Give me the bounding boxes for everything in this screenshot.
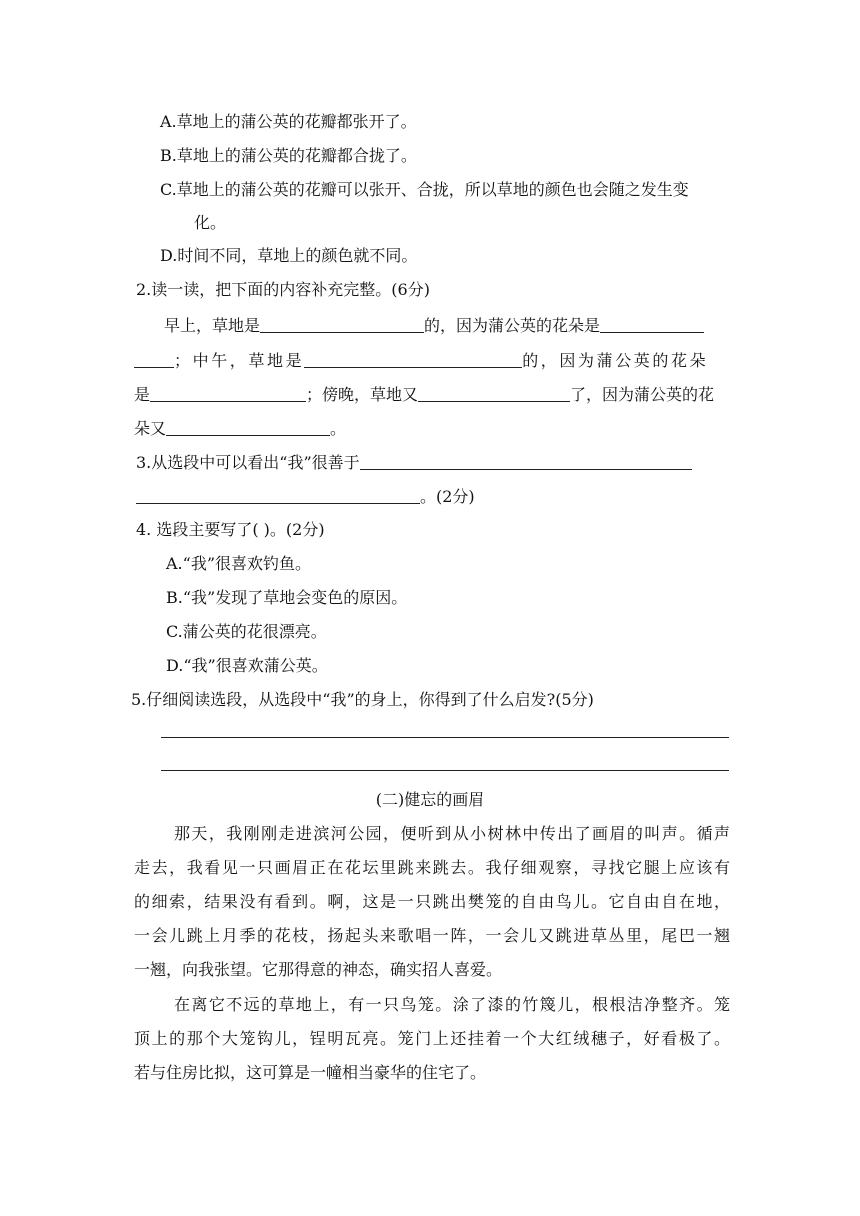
q2-prompt: 2.读一读，把下面的内容补充完整。(6分) (136, 280, 430, 299)
q4-option-b: B.“我”发现了草地会变色的原因。 (166, 588, 408, 607)
q3-tail: 。(2分) (420, 487, 475, 506)
passage-p2-line2: 顶上的那个大笼钩儿，锃明瓦亮。笼门上还挂着一个大红绒穗子，好看极了。 (134, 1029, 730, 1048)
q5-answer-line-1[interactable] (161, 737, 729, 738)
q2-line4 (134, 417, 346, 440)
q2-blank-noon-flower[interactable] (150, 383, 306, 402)
q2-line3-text-a: 是 (134, 385, 151, 404)
q2-line1-text-b: 的，因为蒲公英的花朵是 (424, 316, 601, 335)
q2-line2 (134, 349, 708, 372)
passage-p1-line2: 走去，我看见一只画眉正在花坛里跳来跳去。我仔细观察，寻找它腿上应该有 (134, 858, 730, 877)
q3-line1 (136, 451, 692, 474)
q2-line2-text-a: ；中午，草地是 (174, 351, 305, 370)
q1-option-c-line2: 化。 (194, 213, 227, 232)
q2-line3 (134, 383, 714, 406)
q1-option-b: B.草地上的蒲公英的花瓣都合拢了。 (160, 146, 417, 165)
q4-prompt: 4. 选段主要写了( )。(2分) (136, 520, 325, 539)
passage-p1-line3: 的细索，结果没有看到。啊，这是一只跳出樊笼的自由鸟儿。它自由自在地， (134, 892, 730, 911)
q3-answer-blank-1[interactable] (360, 451, 692, 470)
q2-line4-text-b: 。 (330, 419, 347, 438)
passage-p2-line3: 若与住房比拟，这可算是一幢相当豪华的住宅了。 (134, 1063, 487, 1082)
passage-title: (二)健忘的画眉 (375, 790, 485, 809)
q3-line2 (136, 485, 475, 508)
q1-option-c-line1: C.草地上的蒲公英的花瓣可以张开、合拢，所以草地的颜色也会随之发生变 (160, 180, 689, 199)
passage-p1-line4: 一会儿跳上月季的花枝，扬起头来歌唱一阵，一会儿又跳进草丛里，尾巴一翘 (134, 926, 730, 945)
q1-option-a: A.草地上的蒲公英的花瓣都张开了。 (160, 112, 417, 131)
q3-answer-blank-2[interactable] (136, 485, 420, 504)
q5-prompt: 5.仔细阅读选段，从选段中“我”的身上，你得到了什么启发?(5分) (131, 690, 594, 709)
q2-line1 (164, 314, 704, 337)
q2-line2-text-b: 的，因为蒲公英的花朵 (522, 351, 709, 370)
q2-blank-morning-flower-cont[interactable] (134, 349, 174, 368)
q2-blank-morning-flower[interactable] (600, 314, 704, 333)
q2-line3-text-c: 了，因为蒲公英的花 (570, 385, 715, 404)
q2-line1-text-a: 早上，草地是 (164, 316, 261, 335)
q2-blank-evening-flower[interactable] (166, 417, 330, 436)
q4-option-a: A.“我”很喜欢钓鱼。 (166, 554, 312, 573)
q2-blank-evening-color[interactable] (418, 383, 570, 402)
q5-answer-line-2[interactable] (161, 770, 729, 771)
q4-option-d: D.“我”很喜欢蒲公英。 (166, 656, 328, 675)
passage-p2-line1: 在离它不远的草地上，有一只鸟笼。涂了漆的竹篾儿，根根洁净整齐。笼 (174, 995, 730, 1014)
passage-p1-line1: 那天，我刚刚走进滨河公园，便听到从小树林中传出了画眉的叫声。循声 (174, 824, 730, 843)
q2-line4-text-a: 朵又 (134, 419, 167, 438)
q3-prompt: 3.从选段中可以看出“我”很善于 (136, 453, 360, 472)
q2-blank-noon-color[interactable] (304, 349, 522, 368)
q2-line3-text-b: ；傍晚，草地又 (306, 385, 419, 404)
q4-option-c: C.蒲公英的花很漂亮。 (166, 622, 327, 641)
q2-blank-morning-color[interactable] (260, 314, 424, 333)
passage-p1-line5: 一翘，向我张望。它那得意的神态，确实招人喜爱。 (134, 960, 503, 979)
q1-option-d: D.时间不同，草地上的颜色就不同。 (160, 246, 418, 265)
